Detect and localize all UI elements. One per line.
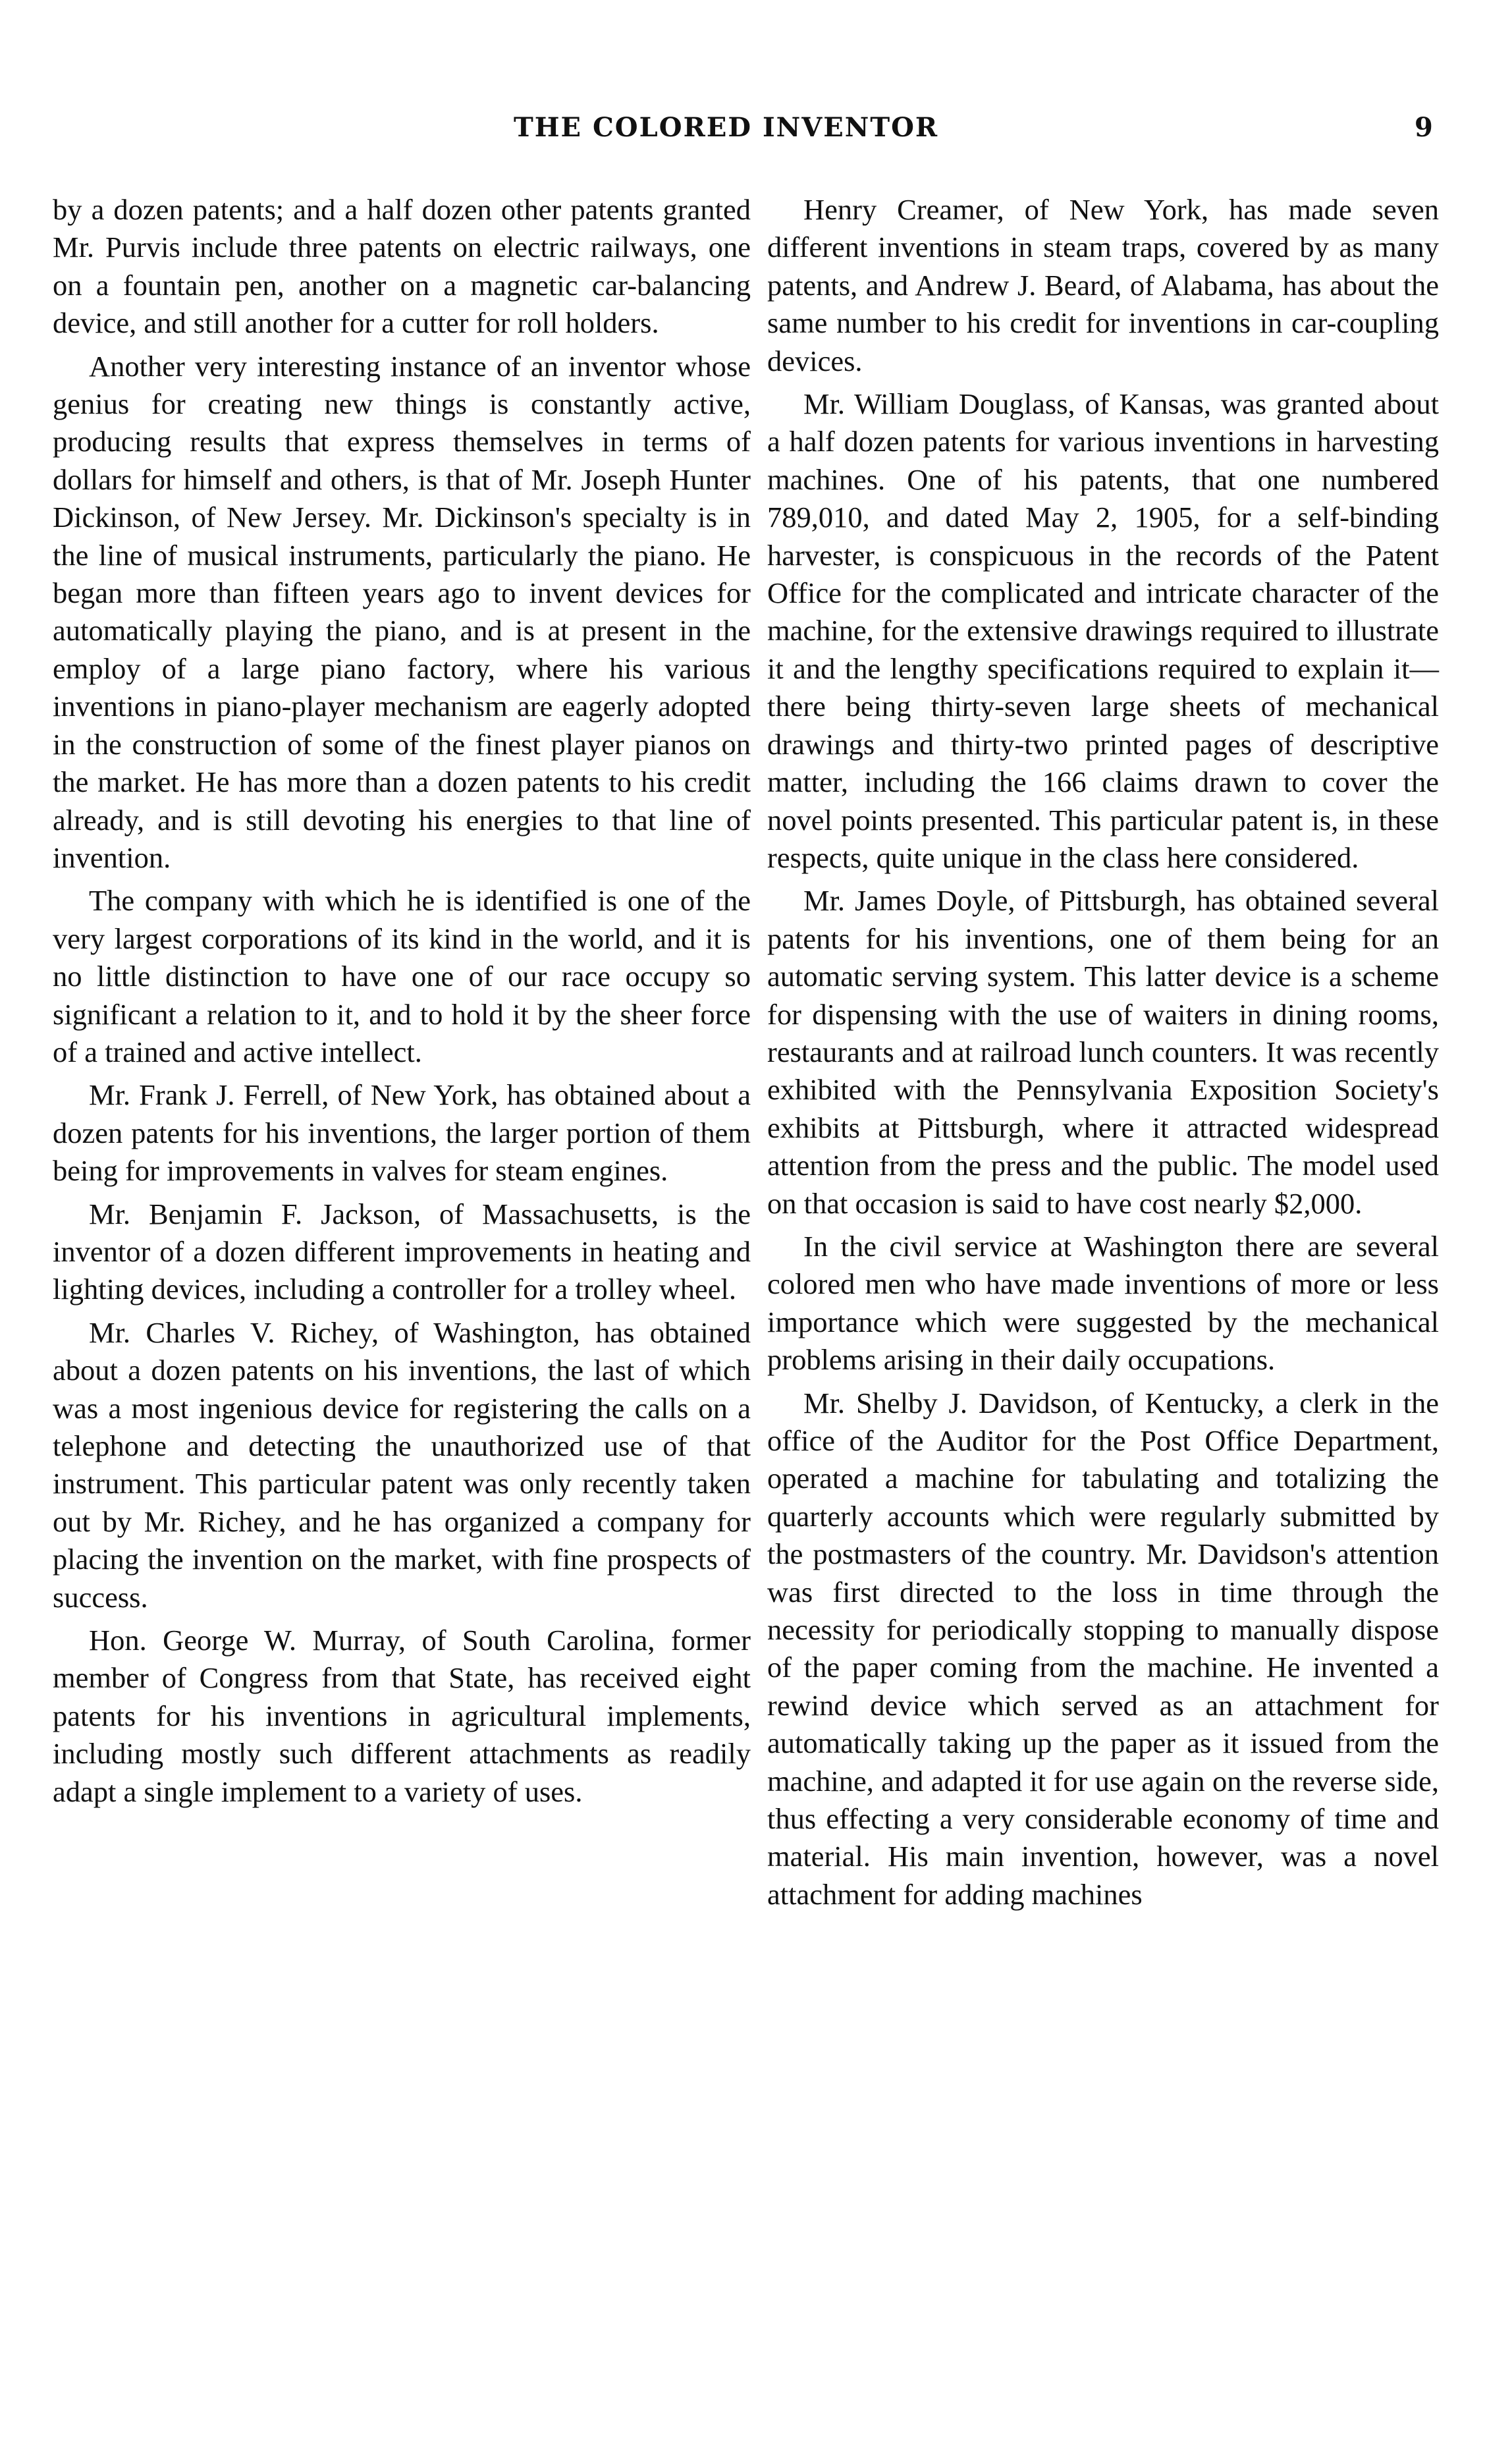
paragraph: The company with which he is identified is one of the very largest corporations of its kind in the world, and it is no little distinction to have one of our race occupy so significant a relation to it, and to hold it by the sheer force of a trained and active intellect.	[53, 884, 751, 1068]
paragraph: In the civil service at Washington there are several colored men who have made inventions of more or less importance which were suggested by the mechanical problems arising in their daily occupations.	[767, 1229, 1439, 1377]
running-head	[0, 112, 1512, 151]
page-number: 9	[1415, 112, 1434, 143]
left-column	[53, 191, 751, 1816]
right-column	[767, 191, 1439, 1919]
page-title: THE COLORED INVENTOR	[514, 112, 939, 143]
paragraph: Mr. Shelby J. Davidson, of Kentucky, a clerk in the office of the Auditor for the Post Office Department, operated a machine for tabulating and totalizing the quarterly accounts which were regularly submitted by the postmasters of the country. Mr. Davidson's attention was first directed to the loss in time through the necessity for periodically stopping to manually dispose of the paper coming from the machine. He invented a rewind device which served as an attachment for automatically taking up the paper as it issued from the machine, and adapted it for use again on the reverse side, thus effecting a very considerable economy of time and material. His main invention, however, was a novel attachment for adding machines	[767, 1386, 1439, 1911]
paragraph: Mr. Charles V. Richey, of Washington, has obtained about a dozen patents on his inventions, the last of which was a most ingenious device for registering the calls on a telephone and detecting the unauthorized use of that instrument. This particular patent was only recently taken out by Mr. Richey, and he has organized a company for placing the invention on the market, with fine prospects of success.	[53, 1315, 751, 1614]
paragraph: Mr. Frank J. Ferrell, of New York, has obtained about a dozen patents for his inventions, the larger portion of them being for improvements in valves for steam engines.	[53, 1078, 751, 1188]
paragraph: by a dozen patents; and a half dozen other patents granted Mr. Purvis include three patents on electric railways, one on a fountain pen, another on a magnetic car-balancing device, and still another for a cutter for roll holders.	[53, 193, 751, 340]
paragraph: Another very interesting instance of an inventor whose genius for creating new things is constantly active, producing results that express themselves in terms of dollars for himself and others, is that of Mr. Joseph Hunter Dickinson, of New Jersey. Mr. Dickinson's specialty is in the line of musical instruments, particularly the piano. He began more than fifteen years ago to invent devices for automatically playing the piano, and is at present in the employ of a large piano factory, where his various inventions in piano-player mechanism are eagerly adopted in the construction of some of the finest player pianos on the market. He has more than a dozen patents to his credit already, and is still devoting his energies to that line of invention.	[53, 349, 751, 874]
paragraph: Mr. William Douglass, of Kansas, was granted about a half dozen patents for various inventions in harvesting machines. One of his patents, that one numbered 789,010, and dated May 2, 1905, for a self-binding harvester, is conspicuous in the records of the Patent Office for the complicated and intricate character of the machine, for the extensive drawings required to illustrate it and the lengthy specifications required to explain it—there being thirty-seven large sheets of mechanical drawings and thirty-two printed pages of descriptive matter, including the 166 claims drawn to cover the novel points presented. This particular patent is, in these respects, quite unique in the class here considered.	[767, 387, 1439, 874]
paragraph: Henry Creamer, of New York, has made seven different inventions in steam traps, covered by as many patents, and Andrew J. Beard, of Alabama, has about the same number to his credit for inventions in car-coupling devices.	[767, 193, 1439, 377]
paragraph: Hon. George W. Murray, of South Carolina, former member of Congress from that State, has received eight patents for his inventions in agricultural implements, including mostly such different attachments as readily adapt a single implement to a variety of uses.	[53, 1624, 751, 1808]
paragraph: Mr. Benjamin F. Jackson, of Massachusetts, is the inventor of a dozen different improvements in heating and lighting devices, including a controller for a trolley wheel.	[53, 1197, 751, 1306]
paragraph: Mr. James Doyle, of Pittsburgh, has obtained several patents for his inventions, one of them being for an automatic serving system. This latter device is a scheme for dispensing with the use of waiters in dining rooms, restaurants and at railroad lunch counters. It was recently exhibited with the Pennsylvania Exposition Society's exhibits at Pittsburgh, where it attracted widespread attention from the press and the public. The model used on that occasion is said to have cost nearly $2,000.	[767, 884, 1439, 1220]
